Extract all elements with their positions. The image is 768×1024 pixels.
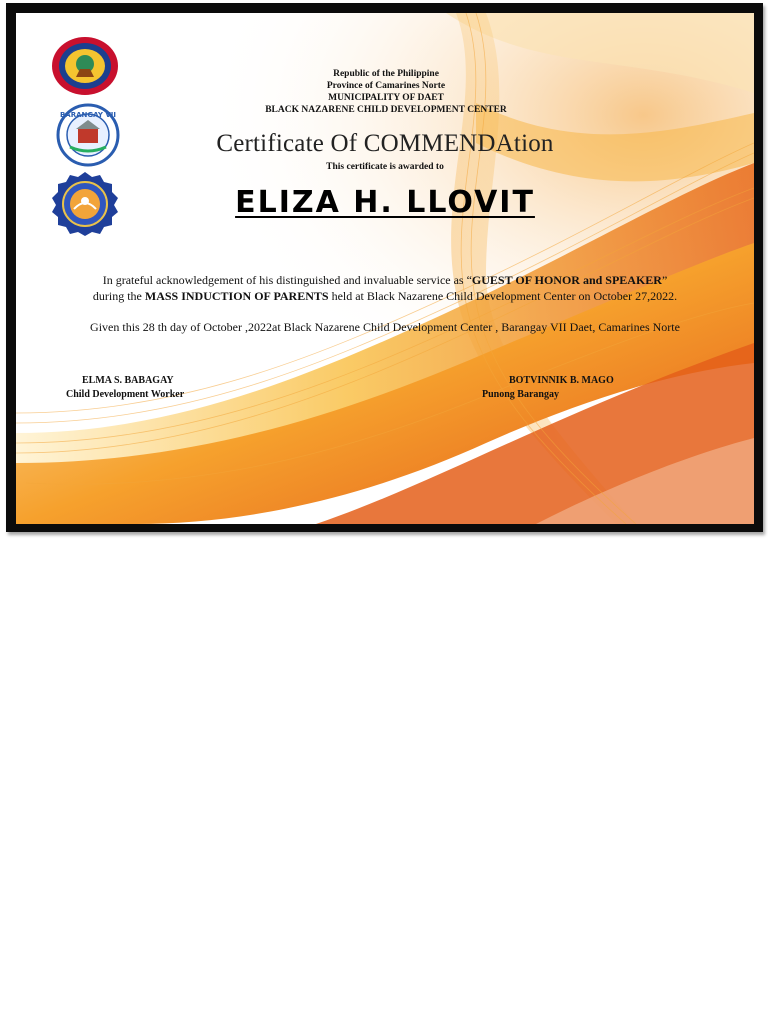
- signatory-left: [66, 374, 184, 402]
- commendation-event: MASS INDUCTION OF PARENTS: [144, 289, 329, 303]
- awarded-to-line: This certificate is awarded to: [326, 162, 444, 172]
- commendation-line-1: [46, 272, 724, 288]
- certificate-header: [146, 68, 626, 116]
- given-date-line: Given this 28 th day of October ,2022at Black Nazarene Child Development Center , Barangay VII Daet, Camarines Norte: [90, 320, 680, 334]
- signatory-title: Child Development Worker: [66, 389, 185, 400]
- commendation-venue-date: held at Black Nazarene Child Development Center on October 27,2022.: [328, 289, 678, 303]
- signatory-name: BOTVINNIK B. MAGO: [509, 375, 614, 386]
- certificate-title: Certificate Of COMMENDAtion: [216, 130, 554, 157]
- commendation-line-2: [46, 288, 724, 304]
- recipient-name: ELIZA H. LLOVIT: [235, 185, 535, 220]
- header-municipality: MUNICIPALITY OF DAET: [328, 93, 444, 103]
- child-development-center-seal-icon: [50, 35, 120, 97]
- signatory-name: ELMA S. BABAGAY: [82, 375, 174, 386]
- recipient-name-wrapper: [16, 185, 754, 220]
- commendation-role: GUEST OF HONOR and SPEAKER: [471, 273, 662, 287]
- commendation-during: during the: [92, 289, 145, 303]
- commendation-text: [46, 272, 724, 304]
- signatory-right: [482, 374, 614, 402]
- header-republic: Republic of the Philippine: [333, 69, 439, 79]
- commendation-quote-close: ”: [661, 273, 668, 287]
- seal-barangay-text: BARANGAY VII: [59, 111, 117, 119]
- commendation-intro: In grateful acknowledgement of his distinguished and invaluable service as “: [102, 273, 472, 287]
- certificate-paper: [16, 13, 754, 524]
- header-province: Province of Camarines Norte: [326, 81, 446, 91]
- certificate-frame: [6, 3, 763, 532]
- header-center: BLACK NAZARENE CHILD DEVELOPMENT CENTER: [265, 105, 507, 115]
- signatory-title: Punong Barangay: [482, 389, 559, 400]
